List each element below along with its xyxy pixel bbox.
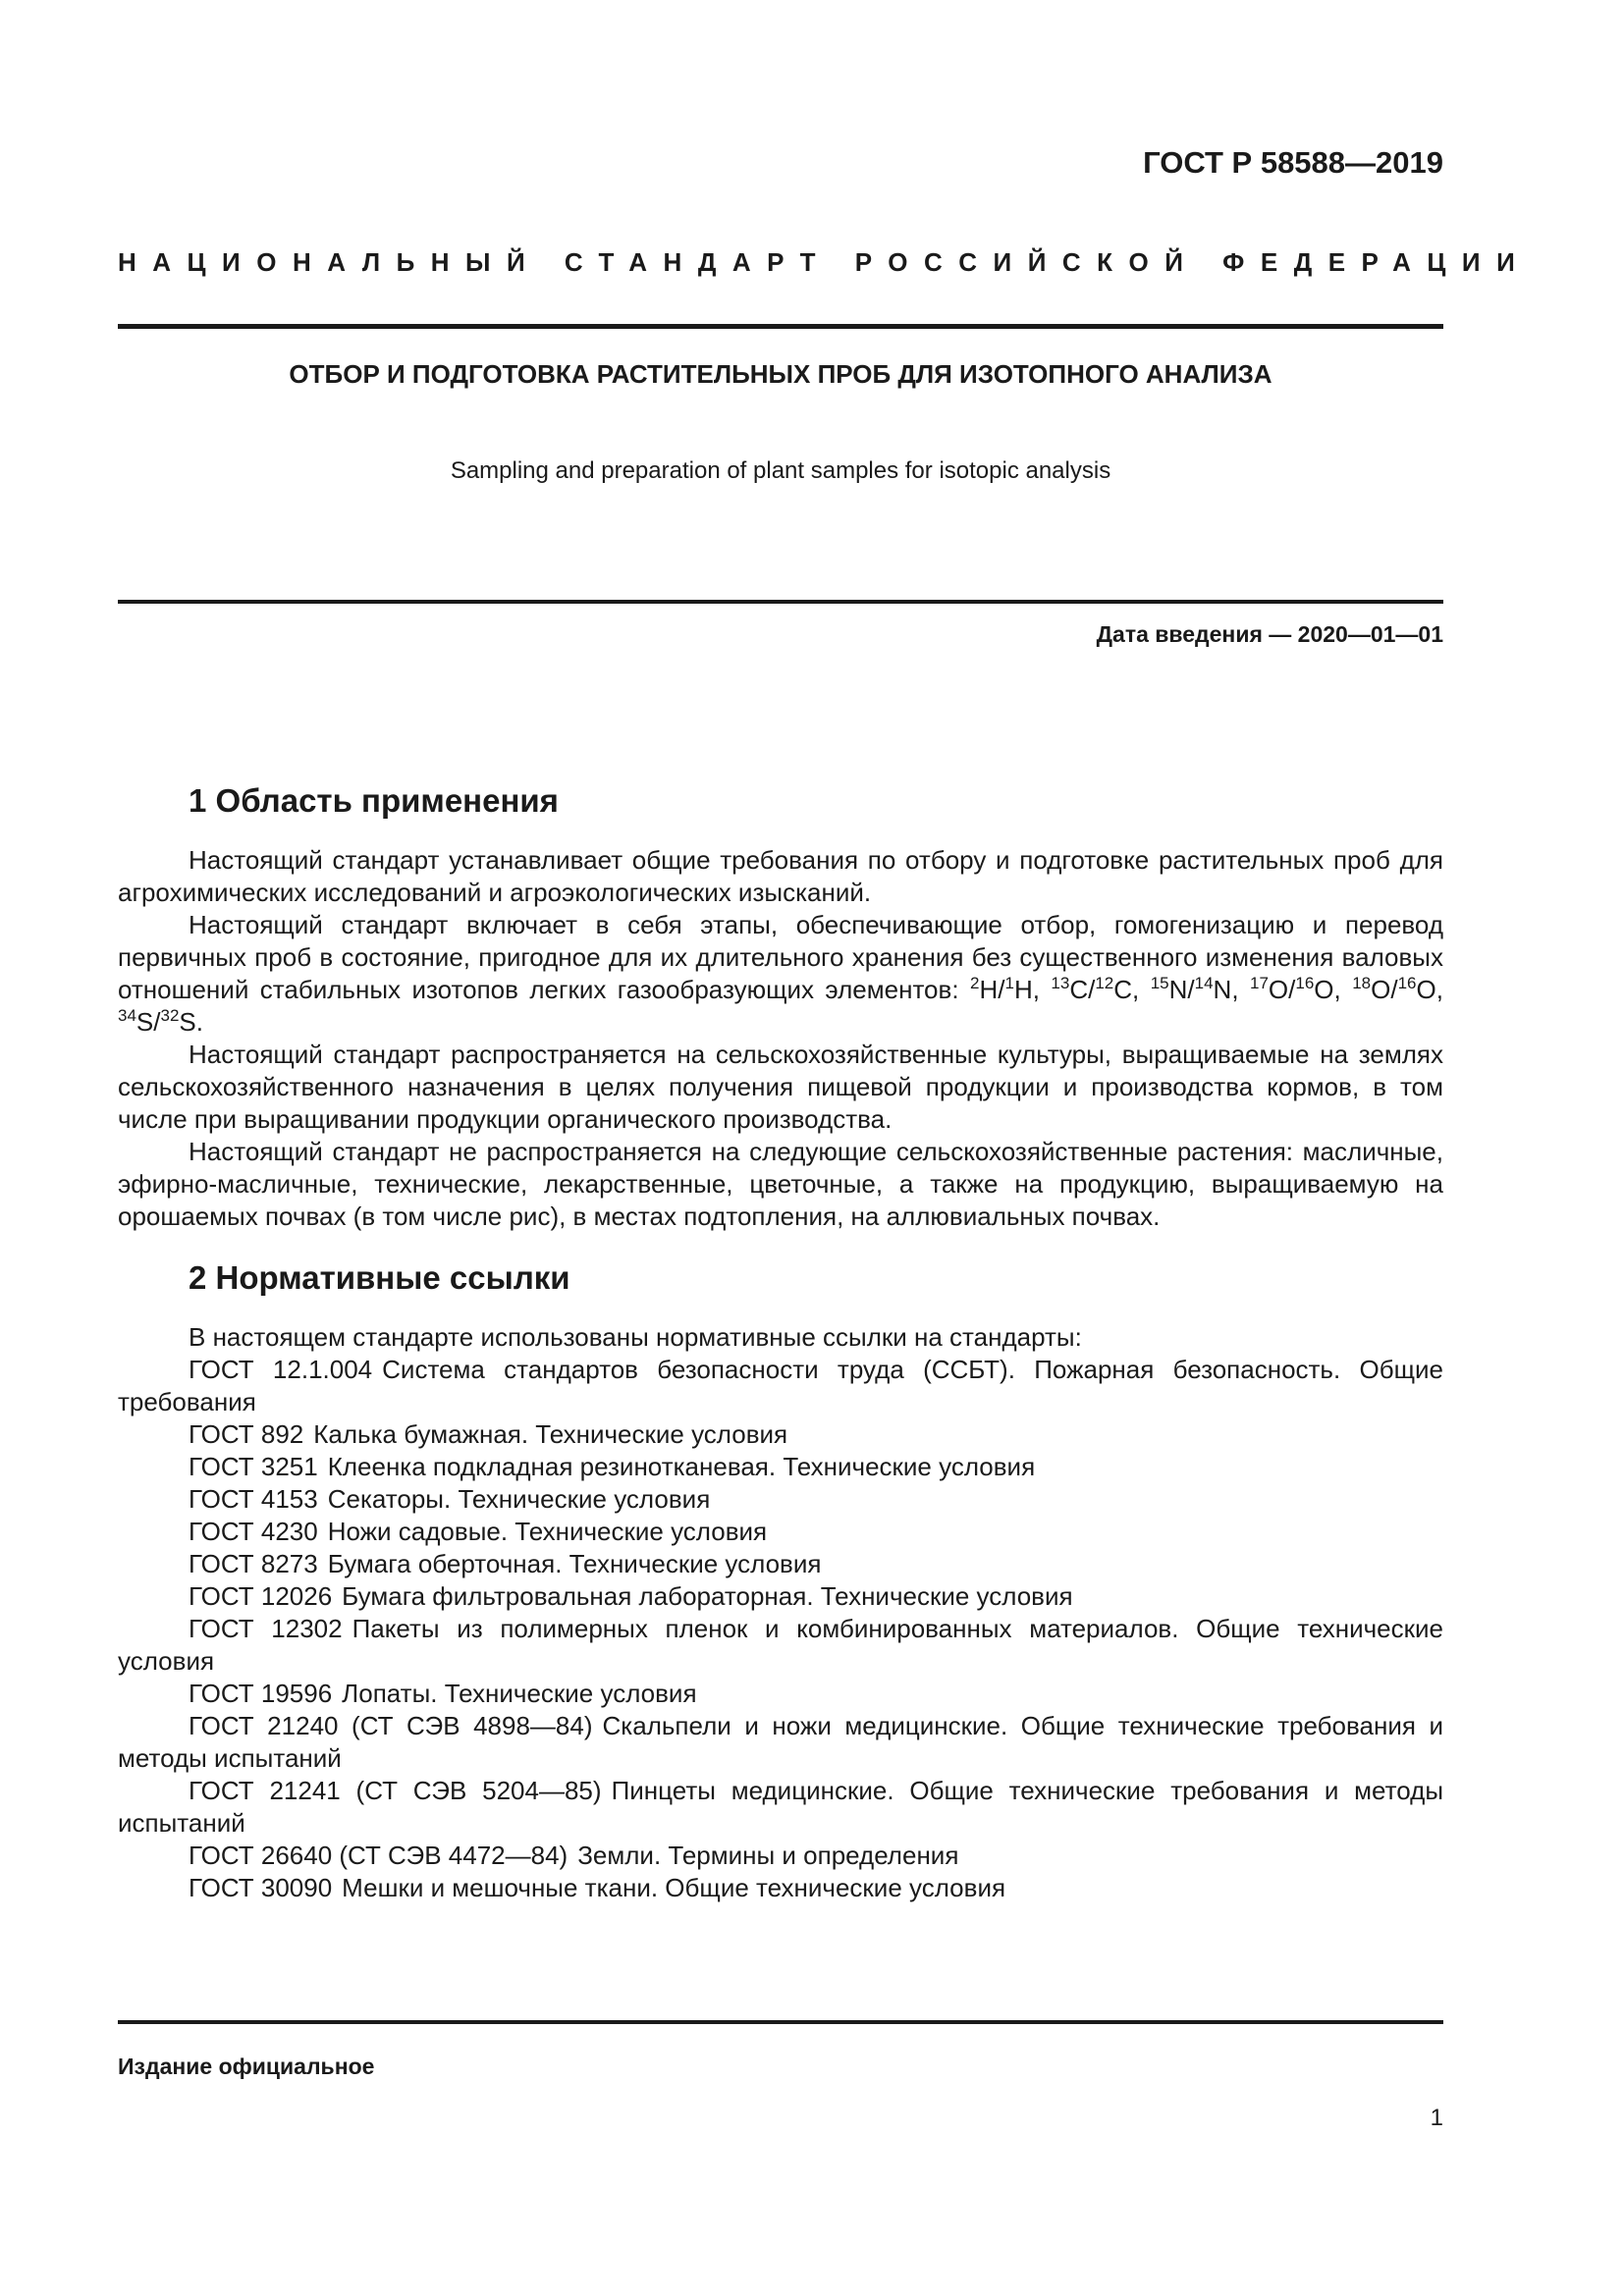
reference-item — [118, 1548, 1443, 1580]
reference-title: Лопаты. Технические условия — [342, 1679, 697, 1708]
reference-title: Скальпели и ножи медицинские. Общие технические требования и методы испытаний — [118, 1711, 1443, 1773]
reference-item — [118, 1580, 1443, 1613]
reference-title: Калька бумажная. Технические условия — [313, 1419, 788, 1449]
reference-item — [118, 1840, 1443, 1872]
reference-item — [118, 1418, 1443, 1451]
reference-code: ГОСТ 3251 — [189, 1452, 318, 1481]
scope-paragraph-3: Настоящий стандарт распространяется на сельскохозяйственные культуры, выращиваемые на землях сельскохозяйственного назначения в целях получения пищевой продукции и производства кормов, в том числе при выращивании продукции органического производства. — [118, 1040, 1443, 1134]
reference-code: ГОСТ 4153 — [189, 1484, 318, 1514]
reference-title: Бумага оберточная. Технические условия — [327, 1549, 822, 1578]
reference-code: ГОСТ 12.1.004 — [189, 1355, 373, 1384]
page-number: 1 — [1430, 2105, 1443, 2131]
reference-item — [118, 1451, 1443, 1483]
isotope-ratio-n: $^{15}$N/$^{14}$N — [1150, 974, 1232, 1004]
reference-code: ГОСТ 8273 — [189, 1549, 318, 1578]
reference-item — [118, 1872, 1443, 1904]
isotope-ratio-h: $^2$H/$^1$H — [970, 974, 1033, 1004]
middle-divider — [118, 600, 1443, 604]
bottom-divider — [118, 2020, 1443, 2024]
reference-item — [118, 1483, 1443, 1516]
document-title-ru: ОТБОР И ПОДГОТОВКА РАСТИТЕЛЬНЫХ ПРОБ ДЛЯ ИЗОТОПНОГО АНАЛИЗА — [289, 359, 1272, 389]
reference-title: Система стандартов безопасности труда (ССБТ). Пожарная безопасность. Общие требования — [118, 1355, 1443, 1416]
isotope-ratio-o17: $^{17}$O/$^{16}$O — [1249, 974, 1334, 1004]
isotope-ratio-c: $^{13}$C/$^{12}$C — [1051, 974, 1133, 1004]
gost-number: ГОСТ Р 58588—2019 — [1143, 145, 1443, 180]
section-heading-references: 2 Нормативные ссылки — [189, 1259, 570, 1296]
intro-date: Дата введения — 2020—01—01 — [1096, 621, 1443, 647]
reference-title: Пинцеты медицинские. Общие технические требования и методы испытаний — [118, 1776, 1444, 1838]
reference-title: Бумага фильтровальная лабораторная. Технические условия — [342, 1581, 1073, 1611]
reference-code: ГОСТ 4230 — [189, 1517, 318, 1546]
reference-item — [118, 1710, 1443, 1775]
reference-item — [118, 1354, 1443, 1418]
reference-title: Мешки и мешочные ткани. Общие технические условия — [342, 1873, 1006, 1902]
reference-code: ГОСТ 30090 — [189, 1873, 333, 1902]
reference-item — [118, 1613, 1443, 1678]
national-standard-banner: НАЦИОНАЛЬНЫЙ СТАНДАРТ РОССИЙСКОЙ ФЕДЕРАЦИИ — [118, 247, 1532, 277]
reference-code: ГОСТ 26640 (СТ СЭВ 4472—84) — [189, 1841, 568, 1870]
references-intro: В настоящем стандарте использованы нормативные ссылки на стандарты: — [189, 1322, 1082, 1352]
reference-code: ГОСТ 892 — [189, 1419, 304, 1449]
reference-title: Клеенка подкладная резинотканевая. Технические условия — [327, 1452, 1036, 1481]
document-body — [118, 781, 1443, 1904]
scope-paragraph-1: Настоящий стандарт устанавливает общие требования по отбору и подготовке растительных проб для агрохимических исследований и агроэкологических изысканий. — [118, 845, 1443, 907]
scope-paragraph-2-text: Настоящий стандарт включает в себя этапы, обеспечивающие отбор, гомогенизацию и перевод первичных проб в состояние, пригодное для их длительного хранения без существенного изменения валовых отношений стабильных изотопов легких газообразующих элементов: — [118, 910, 1443, 1004]
scope-paragraph-4: Настоящий стандарт не распространяется на следующие сельскохозяйственные растения: масличные, эфирно-масличные, технические, лекарственные, цветочные, а также на продукцию, выращиваемую на орошаемых почвах (в том числе рис), в местах подтопления, на аллювиальных почвах. — [118, 1137, 1443, 1231]
edition-label: Издание официальное — [118, 2054, 375, 2079]
reference-item — [118, 1516, 1443, 1548]
isotope-ratio-s: $^{34}$S/$^{32}$S — [118, 1006, 196, 1037]
reference-title: Ножи садовые. Технические условия — [327, 1517, 768, 1546]
references-list — [118, 1354, 1443, 1904]
reference-code: ГОСТ 12026 — [189, 1581, 333, 1611]
top-divider — [118, 324, 1443, 329]
document-title-en: Sampling and preparation of plant samples for isotopic analysis — [450, 457, 1111, 484]
scope-paragraph-2: Настоящий стандарт включает в себя этапы, обеспечивающие отбор, гомогенизацию и перевод первичных проб в состояние, пригодное для их длительного хранения без существенного изменения валовых отношений стабильных изотопов легких газообразующих элементов: $^2$H/$^1$H, $^{13}$C/$^{12}$C, $^{15}$N/$^{14}$N, $^{17}$O/$^{16}$O, $^{18}$O/$^{16}$O, $^{34}$S/$^{32}$S. — [118, 910, 1443, 1037]
reference-title: Пакеты из полимерных пленок и комбинированных материалов. Общие технические условия — [118, 1614, 1443, 1676]
reference-item — [118, 1678, 1443, 1710]
reference-code: ГОСТ 21241 (СТ СЭВ 5204—85) — [189, 1776, 602, 1805]
reference-code: ГОСТ 19596 — [189, 1679, 333, 1708]
reference-title: Секаторы. Технические условия — [327, 1484, 711, 1514]
reference-code: ГОСТ 12302 — [189, 1614, 343, 1643]
reference-item — [118, 1775, 1443, 1840]
reference-code: ГОСТ 21240 (СТ СЭВ 4898—84) — [189, 1711, 593, 1740]
isotope-ratio-o18: $^{18}$O/$^{16}$O — [1352, 974, 1436, 1004]
reference-title: Земли. Термины и определения — [577, 1841, 959, 1870]
section-heading-scope: 1 Область применения — [189, 782, 559, 819]
